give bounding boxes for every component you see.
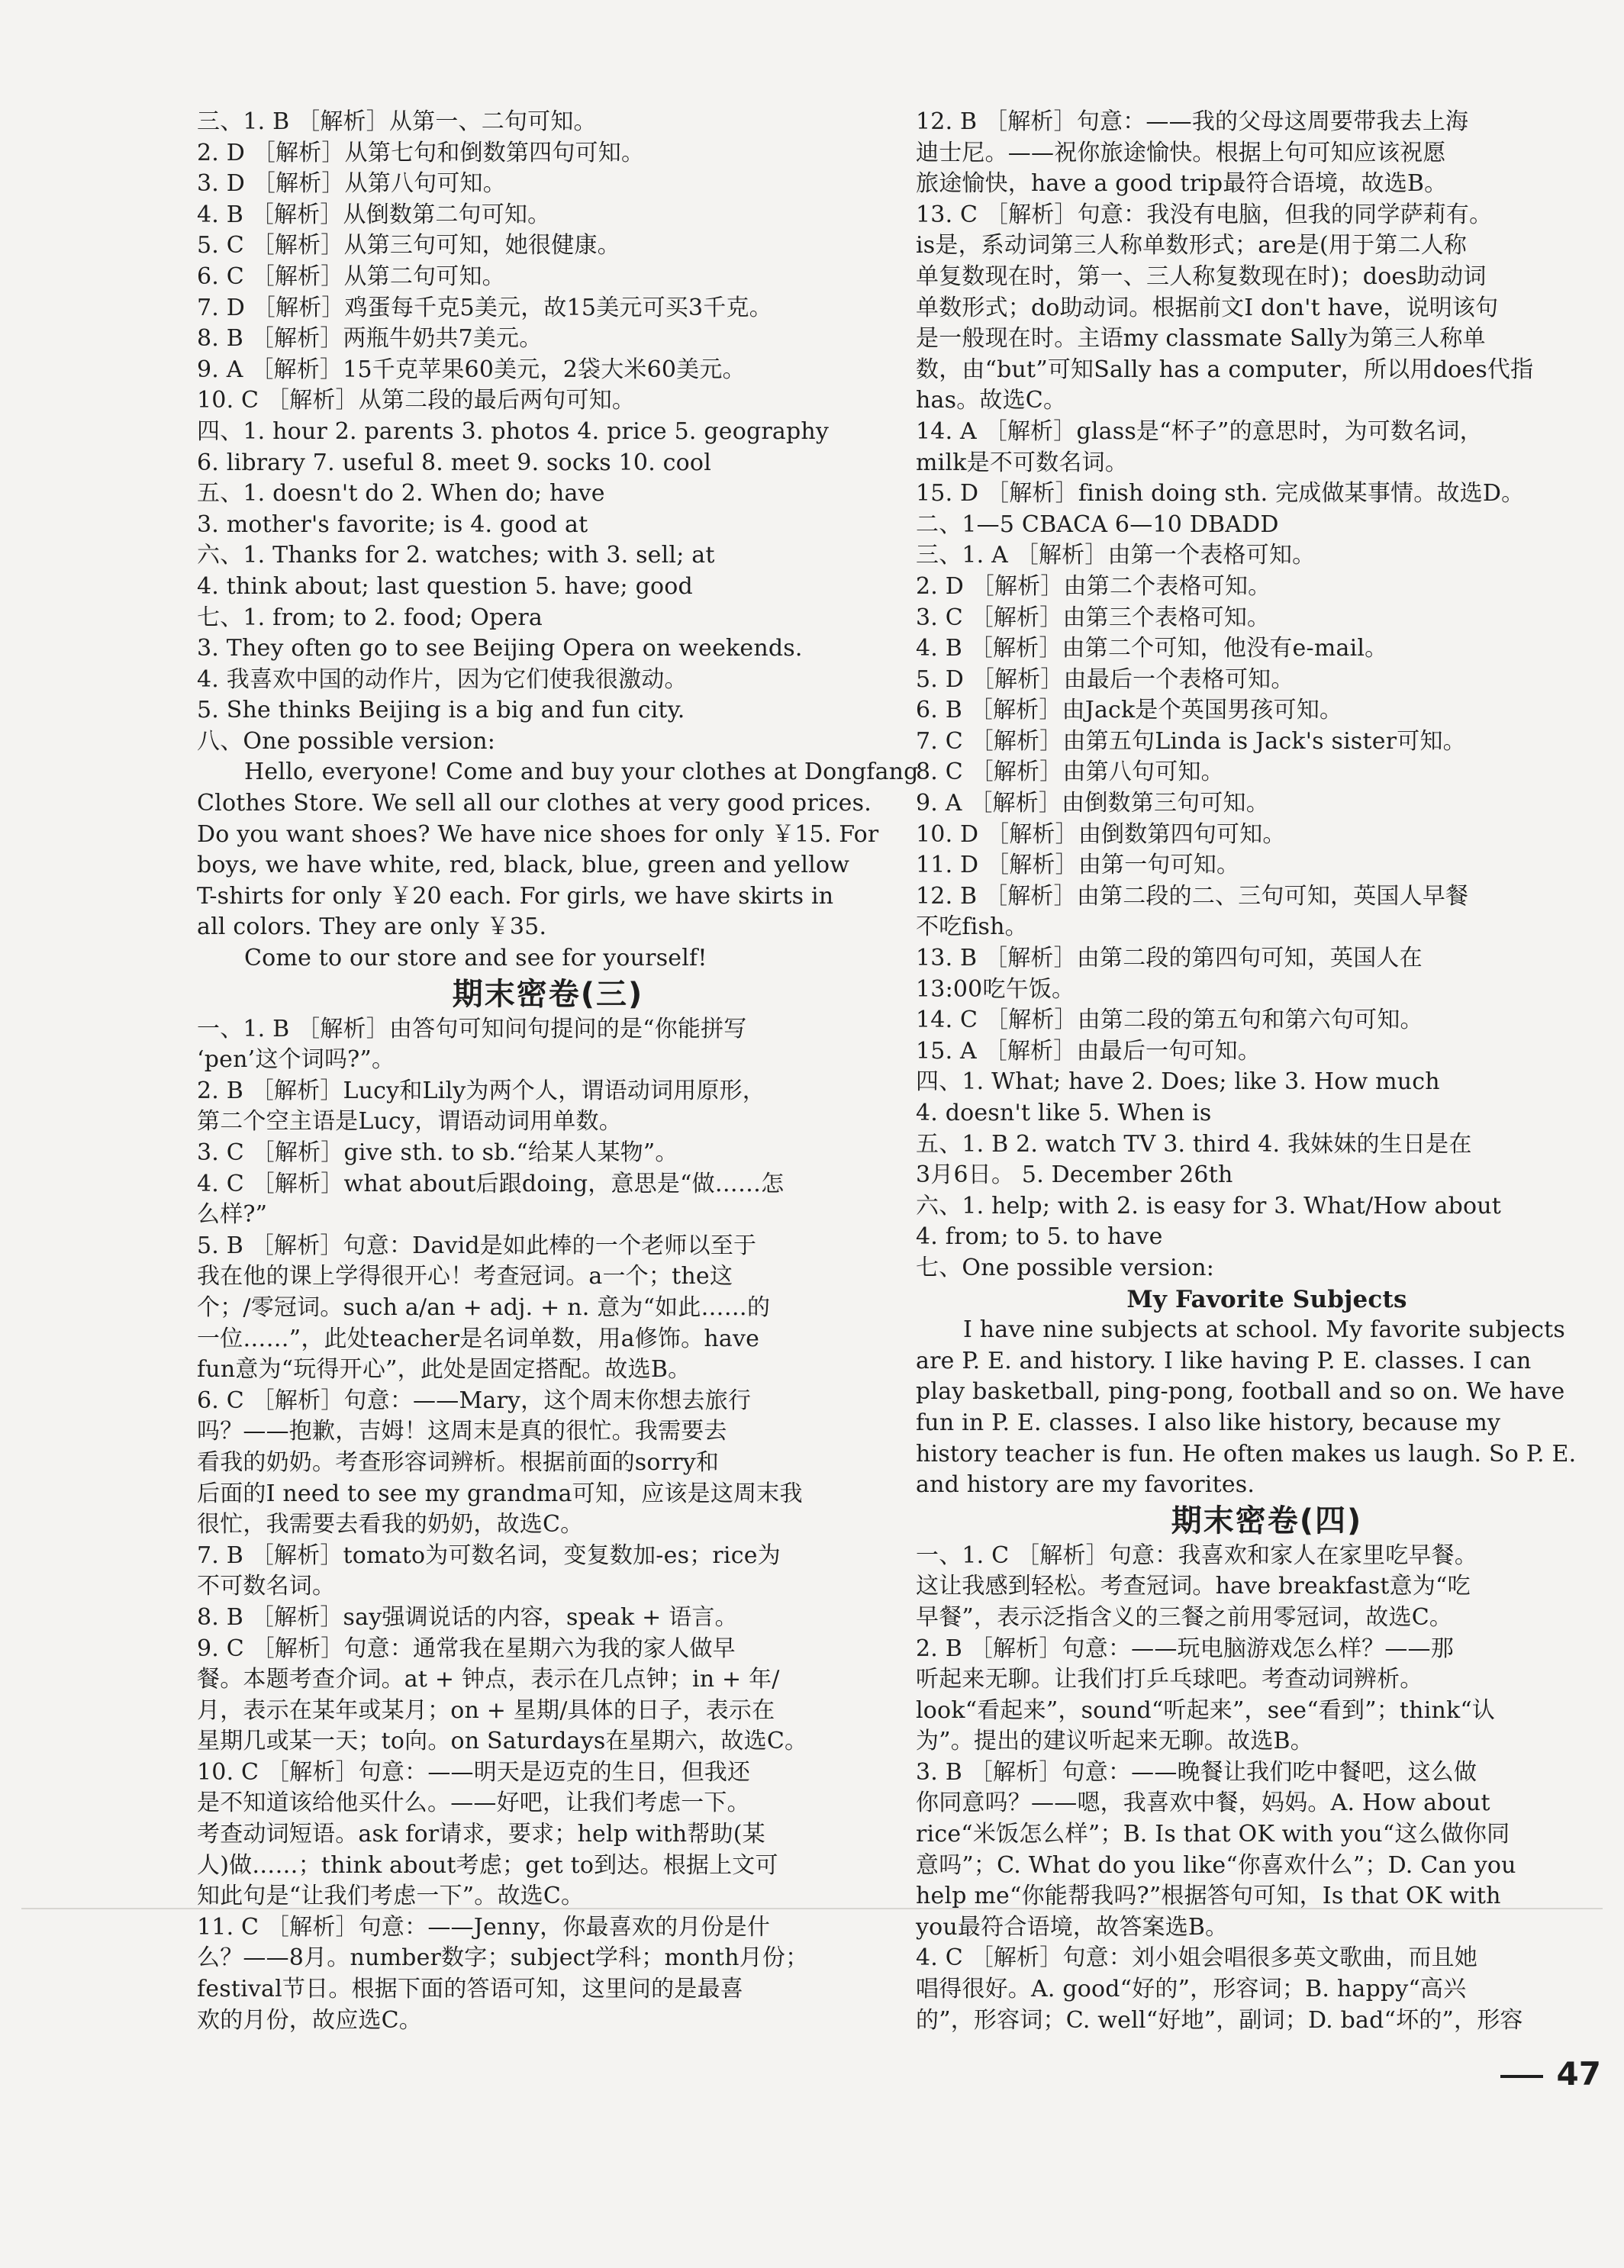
text-line: 15. D ［解析］finish doing sth. 完成做某事情。故选D。	[916, 480, 1525, 507]
text-line: 听起来无聊。让我们打乒乓球吧。考查动词辨析。	[916, 1666, 1423, 1693]
text-line: 3. B ［解析］句意：——晚餐让我们吃中餐吧，这么做	[916, 1758, 1477, 1786]
text-line: 15. A ［解析］由最后一句可知。	[916, 1037, 1262, 1065]
text-line: 13:00吃午饭。	[916, 975, 1075, 1003]
text-line: 不吃fish。	[916, 913, 1028, 941]
text-line: 14. C ［解析］由第二段的第五句和第六句可知。	[916, 1007, 1423, 1034]
text-line: 单数形式；do助动词。根据前文I don't have，说明该句	[916, 294, 1499, 321]
text-line: all colors. They are only ￥35.	[197, 913, 547, 941]
text-line: 二、1—5 CBACA 6—10 DBADD	[916, 511, 1279, 538]
text-line: 很忙，我需要去看我的奶奶，故选C。	[197, 1511, 584, 1538]
page-number-dash	[1500, 2075, 1543, 2078]
text-line: 8. B ［解析］say强调说话的内容，speak + 语言。	[197, 1603, 738, 1631]
text-line: 唱得很好。A. good“好的”，形容词；B. happy“高兴	[916, 1976, 1467, 2003]
text-line: 一位……”，此处teacher是名词单数，用a修饰。have	[197, 1325, 760, 1352]
text-line: 3. C ［解析］give sth. to sb.“给某人某物”。	[197, 1139, 678, 1166]
text-line: rice“米饭怎么样”；B. Is that OK with you“这么做你同	[916, 1821, 1510, 1848]
text-line: 5. C ［解析］从第三句可知，她很健康。	[197, 232, 620, 259]
text-line: and history are my favorites.	[916, 1471, 1255, 1499]
section-heading: 期末密卷(四)	[1171, 1503, 1363, 1538]
text-line: 为”。提出的建议听起来无聊。故选B。	[916, 1728, 1313, 1755]
text-line: 七、1. from; to 2. food; Opera	[197, 604, 543, 631]
text-line: 9. A ［解析］15千克苹果60美元，2袋大米60美元。	[197, 356, 746, 383]
text-line: 3. mother's favorite; is 4. good at	[197, 511, 588, 538]
essay-title: My Favorite Subjects	[1126, 1285, 1407, 1313]
page-number	[1500, 2055, 1601, 2092]
text-line: 迪士尼。——祝你旅途愉快。根据上句可知应该祝愿	[916, 139, 1446, 166]
text-line: festival节日。根据下面的答语可知，这里问的是最喜	[197, 1976, 743, 2003]
text-line: 13. C ［解析］句意：我没有电脑，但我的同学萨莉有。	[916, 201, 1493, 228]
text-line: 餐。本题考查介词。at + 钟点，表示在几点钟；in + 年/	[197, 1666, 780, 1693]
text-line: 4. C ［解析］句意：刘小姐会唱很多英文歌曲，而且她	[916, 1944, 1478, 1972]
text-line: 早餐”，表示泛指含义的三餐之前用零冠词，故选C。	[916, 1603, 1453, 1631]
text-line: 12. B ［解析］由第二段的二、三句可知，英国人早餐	[916, 882, 1469, 910]
text-line: 月，表示在某年或某月；on + 星期/具体的日子，表示在	[197, 1696, 775, 1724]
text-line: 2. D ［解析］由第二个表格可知。	[916, 572, 1271, 600]
text-line: boys, we have white, red, black, blue, green and yellow	[197, 852, 850, 879]
text-line: 11. C ［解析］句意：——Jenny，你最喜欢的月份是什	[197, 1913, 771, 1941]
text-line: 3. C ［解析］由第三个表格可知。	[916, 604, 1271, 631]
text-line: are P. E. and history. I like having P. E. classes. I can	[916, 1347, 1532, 1374]
text-line: 10. D ［解析］由倒数第四句可知。	[916, 820, 1286, 848]
text-line: fun意为“玩得开心”，此处是固定搭配。故选B。	[197, 1356, 691, 1384]
text-line: 3月6日。 5. December 26th	[916, 1161, 1233, 1189]
text-line: 4. 我喜欢中国的动作片，因为它们使我很激动。	[197, 665, 688, 693]
text-line: 后面的I need to see my grandma可知，应该是这周末我	[197, 1480, 803, 1507]
text-line: 数，由“but”可知Sally has a computer，所以用does代指	[916, 356, 1534, 383]
text-line: 这让我感到轻松。考查冠词。have breakfast意为“吃	[916, 1573, 1471, 1600]
page-number-text: 47	[1556, 2055, 1601, 2092]
text-line: ‘pen’这个词吗?”。	[197, 1046, 395, 1074]
text-line: fun in P. E. classes. I also like history, because my	[916, 1409, 1501, 1436]
text-line: 4. C ［解析］what about后跟doing，意思是“做……怎	[197, 1170, 785, 1197]
text-line: 11. D ［解析］由第一句可知。	[916, 852, 1240, 879]
text-line: look“看起来”，sound“听起来”，see“看到”；think“认	[916, 1696, 1496, 1724]
text-line: 4. B ［解析］从倒数第二句可知。	[197, 201, 551, 228]
text-line: 7. C ［解析］由第五句Linda is Jack's sister可知。	[916, 727, 1466, 755]
text-line: 3. D ［解析］从第八句可知。	[197, 170, 506, 198]
section-heading: 期末密卷(三)	[452, 976, 644, 1012]
text-line: 六、1. Thanks for 2. watches; with 3. sell; at	[197, 542, 715, 569]
text-line: 三、1. A ［解析］由第一个表格可知。	[916, 542, 1316, 569]
text-line: 不可数名词。	[197, 1573, 336, 1600]
text-line: you最符合语境，故答案选B。	[916, 1913, 1229, 1941]
text-line: milk是不可数名词。	[916, 449, 1129, 476]
text-line: 9. C ［解析］句意：通常我在星期六为我的家人做早	[197, 1635, 736, 1662]
text-line: 6. C ［解析］从第二句可知。	[197, 263, 505, 290]
text-line: 3. They often go to see Beijing Opera on weekends.	[197, 635, 803, 662]
text-line: 人)做……；think about考虑；get to到达。根据上文可	[197, 1851, 778, 1879]
text-line: has。故选C。	[916, 387, 1067, 414]
text-line: 个；/零冠词。such a/an + adj. + n. 意为“如此……的	[197, 1293, 771, 1321]
text-line: 第二个空主语是Lucy，谓语动词用单数。	[197, 1108, 622, 1136]
text-line: 我在他的课上学得很开心！考查冠词。a一个；the这	[197, 1263, 733, 1290]
text-line: 是不知道该给他买什么。——好吧，让我们考虑一下。	[197, 1790, 750, 1817]
text-line: 2. D ［解析］从第七句和倒数第四句可知。	[197, 139, 645, 166]
text-line: Do you want shoes? We have nice shoes for only ￥15. For	[197, 820, 879, 848]
text-line: 么？——8月。number数字；subject学科；month月份；	[197, 1944, 809, 1972]
text-line: 的”，形容词；C. well“好地”，副词；D. bad“坏的”，形容	[916, 2006, 1523, 2034]
text-line: 意吗”；C. What do you like“你喜欢什么”；D. Can you	[916, 1851, 1516, 1879]
text-line: 看我的奶奶。考查形容词辨析。根据前面的sorry和	[197, 1448, 720, 1476]
text-line: 六、1. help; with 2. is easy for 3. What/How about	[916, 1192, 1502, 1219]
text-line: 你同意吗？——嗯，我喜欢中餐，妈妈。A. How about	[916, 1790, 1490, 1817]
text-line: 10. C ［解析］句意：——明天是迈克的生日，但我还	[197, 1758, 751, 1786]
text-line: 7. B ［解析］tomato为可数名词，变复数加-es；rice为	[197, 1542, 781, 1569]
text-line: help me“你能帮我吗?”根据答句可知，Is that OK with	[916, 1883, 1501, 1910]
text-line: 8. C ［解析］由第八句可知。	[916, 759, 1224, 786]
text-line: 七、One possible version:	[916, 1254, 1215, 1281]
text-line: 是一般现在时。主语my classmate Sally为第三人称单	[916, 325, 1486, 353]
text-line: 13. B ［解析］由第二段的第四句可知，英国人在	[916, 945, 1423, 972]
text-line: 一、1. C ［解析］句意：我喜欢和家人在家里吃早餐。	[916, 1542, 1478, 1569]
text-line: 欢的月份，故应选C。	[197, 2006, 422, 2034]
text-line: 5. B ［解析］句意：David是如此棒的一个老师以至于	[197, 1232, 757, 1259]
text-line: 8. B ［解析］两瓶牛奶共7美元。	[197, 325, 543, 353]
text-line: T-shirts for only ￥20 each. For girls, we have skirts in	[197, 882, 834, 910]
text-line: 10. C ［解析］从第二段的最后两句可知。	[197, 387, 636, 414]
footer-rule	[21, 1908, 1603, 1909]
text-line: history teacher is fun. He often makes us laugh. So P. E.	[916, 1440, 1577, 1467]
text-line: 6. B ［解析］由Jack是个英国男孩可知。	[916, 697, 1343, 724]
text-line: 吗？——抱歉，吉姆！这周末是真的很忙。我需要去	[197, 1418, 727, 1445]
text-line: 么样?”	[197, 1201, 268, 1229]
text-line: 旅途愉快，have a good trip最符合语境，故选B。	[916, 170, 1448, 198]
text-line: 四、1. What; have 2. Does; like 3. How much	[916, 1068, 1440, 1096]
text-line: 12. B ［解析］句意：——我的父母这周要带我去上海	[916, 108, 1469, 135]
right-column	[916, 107, 1618, 2036]
text-line: 9. A ［解析］由倒数第三句可知。	[916, 790, 1269, 817]
text-line: Come to our store and see for yourself!	[244, 945, 707, 972]
text-line: 7. D ［解析］鸡蛋每千克5美元，故15美元可买3千克。	[197, 294, 772, 321]
text-line: 八、One possible version:	[197, 727, 496, 755]
text-line: 6. library 7. useful 8. meet 9. socks 10. cool	[197, 449, 711, 476]
text-line: 五、1. doesn't do 2. When do; have	[197, 480, 605, 507]
text-line: 知此句是“让我们考虑一下”。故选C。	[197, 1883, 585, 1910]
text-line: play basketball, ping-pong, football and so on. We have	[916, 1378, 1565, 1406]
text-line: 5. She thinks Beijing is a big and fun city.	[197, 697, 685, 724]
text-line: 四、1. hour 2. parents 3. photos 4. price 5. geography	[197, 417, 830, 445]
text-line: Clothes Store. We sell all our clothes at very good prices.	[197, 790, 872, 817]
text-line: 4. doesn't like 5. When is	[916, 1100, 1212, 1126]
text-line: 5. D ［解析］由最后一个表格可知。	[916, 665, 1294, 693]
text-line: 2. B ［解析］句意：——玩电脑游戏怎么样？——那	[916, 1635, 1454, 1662]
text-line: 6. C ［解析］句意：——Mary，这个周末你想去旅行	[197, 1387, 752, 1414]
text-line: 考查动词短语。ask for请求，要求；help with帮助(某	[197, 1821, 765, 1848]
text-line: 4. B ［解析］由第二个可知，他没有e-mail。	[916, 635, 1388, 662]
text-line: is是，系动词第三人称单数形式；are是(用于第二人称	[916, 232, 1468, 259]
text-line: 2. B ［解析］Lucy和Lily为两个人，谓语动词用原形，	[197, 1077, 765, 1104]
text-line: Hello, everyone! Come and buy your clothes at Dongfang	[244, 759, 919, 786]
text-line: 一、1. B ［解析］由答句可知问句提问的是“你能拼写	[197, 1015, 747, 1042]
text-line: 三、1. B ［解析］从第一、二句可知。	[197, 108, 597, 135]
text-line: 单复数现在时，第一、三人称复数现在时)；does助动词	[916, 263, 1487, 290]
text-line: 4. think about; last question 5. have; good	[197, 572, 693, 600]
left-column	[197, 107, 919, 2036]
text-line: 14. A ［解析］glass是“杯子”的意思时，为可数名词，	[916, 417, 1483, 445]
text-line: 五、1. B 2. watch TV 3. third 4. 我妹妹的生日是在	[916, 1130, 1472, 1158]
text-line: 星期几或某一天；to向。on Saturdays在星期六，故选C。	[197, 1728, 808, 1755]
text-line: 4. from; to 5. to have	[916, 1223, 1163, 1251]
text-line: I have nine subjects at school. My favorite subjects	[963, 1316, 1566, 1344]
